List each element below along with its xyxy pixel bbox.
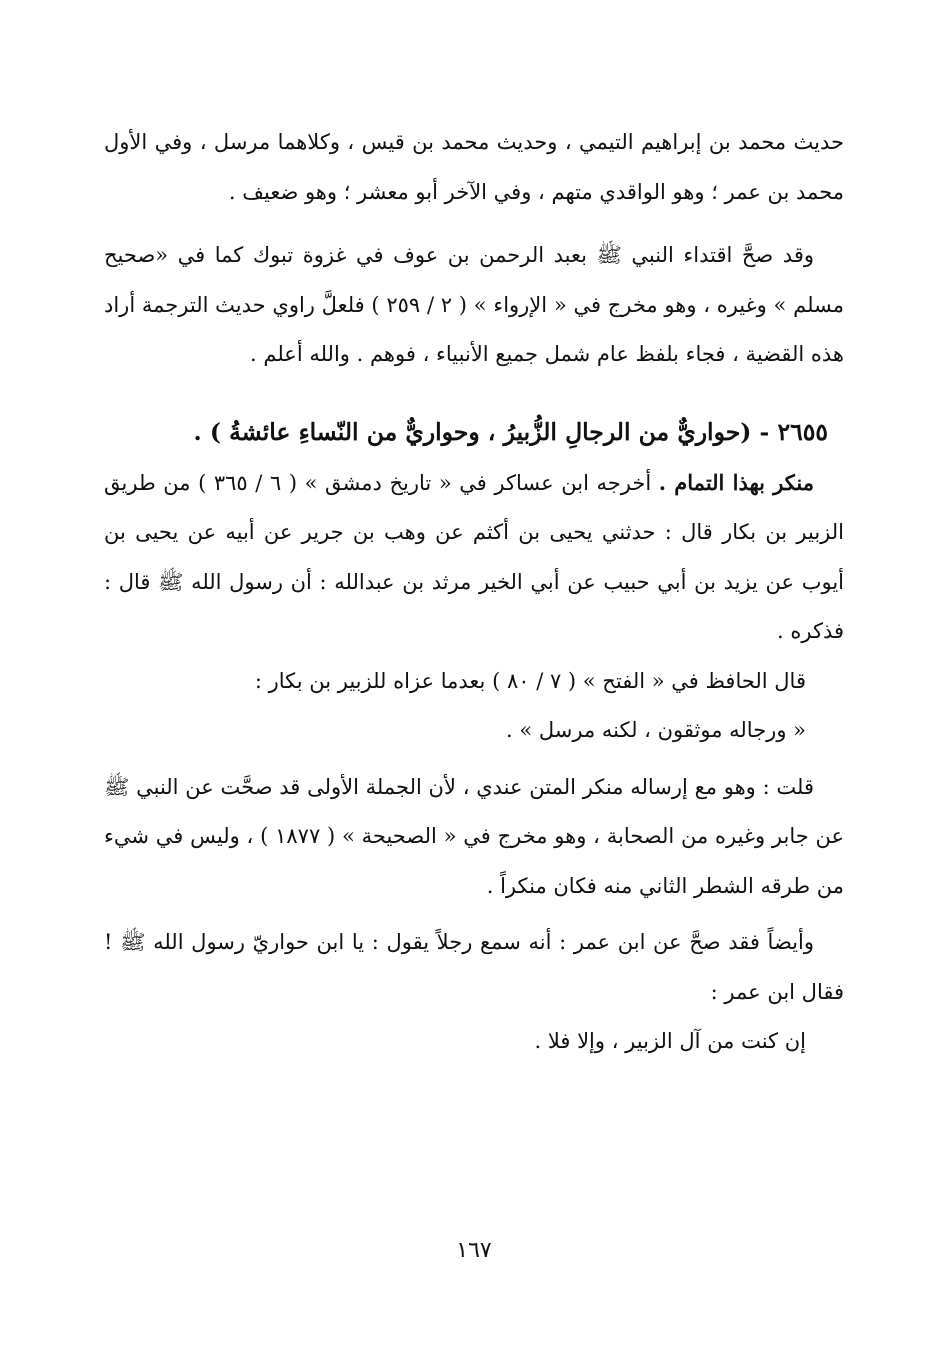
page-body (104, 118, 844, 1067)
page-number: ١٦٧ (456, 1238, 492, 1263)
paragraph-iqtida: وقد صحَّ اقتداء النبي ﷺ بعبد الرحمن بن عوف في غزوة تبوك كما في «صحيح مسلم » وغيره ، وهو مخرج في « الإرواء » ( ٢ / ٢٥٩ ) فلعلَّ راوي حديث الترجمة أراد هذه القضية ، فجاء بلفظ عام شمل جميع الأنبياء ، فوهم . والله أعلم . (104, 243, 844, 366)
paragraph-ibn-umar-quote: إن كنت من آل الزبير ، وإلا فلا . (534, 1029, 806, 1053)
verdict-label: منكر بهذا التمام . (658, 469, 814, 495)
paragraph-ibn-umar: وأيضاً فقد صحَّ عن ابن عمر : أنه سمع رجلاً يقول : يا ابن حواريّ رسول الله ﷺ ! فقال ابن عمر : (104, 930, 844, 1004)
paragraph-intro: حديث محمد بن إبراهيم التيمي ، وحديث محمد بن قيس ، وكلاهما مرسل ، وفي الأول محمد بن عمر ؛ وهو الواقدي متهم ، وفي الآخر أبو معشر ؛ وهو ضعيف . (104, 130, 844, 204)
paragraph-takhrij (104, 458, 844, 657)
paragraph-hafiz: قال الحافظ في « الفتح » ( ٧ / ٨٠ ) بعدما عزاه للزبير بن بكار : (254, 668, 806, 693)
paragraph-qultu: قلت : وهو مع إرساله منكر المتن عندي ، لأن الجملة الأولى قد صحَّت عن النبي ﷺ عن جابر وغيره من الصحابة ، وهو مخرج في « الصحيحة » ( ١٨٧٧ ) ، وليس في شيء من طرقه الشطر الثاني منه فكان منكراً . (104, 774, 845, 898)
hadith-heading: ٢٦٥٥ - (حواريٌّ من الرجالِ الزُّبيرُ ، وحواريٌّ من النّساءِ عائشةُ ) . (193, 417, 828, 446)
paragraph-hafiz-quote: « ورجاله موثقون ، لكنه مرسل » . (506, 718, 806, 742)
takhrij-text: أخرجه ابن عساكر في « تاريخ دمشق » ( ٦ / ٣٦٥ ) من طريق الزبير بن بكار قال : حدثني يحيى بن أكثم عن وهب بن جرير عن أبيه عن يحيى بن أيوب عن يزيد بن أبي حبيب عن أبي الخير مرثد بن عبدالله : أن رسول الله ﷺ قال : فذكره . (104, 470, 844, 643)
